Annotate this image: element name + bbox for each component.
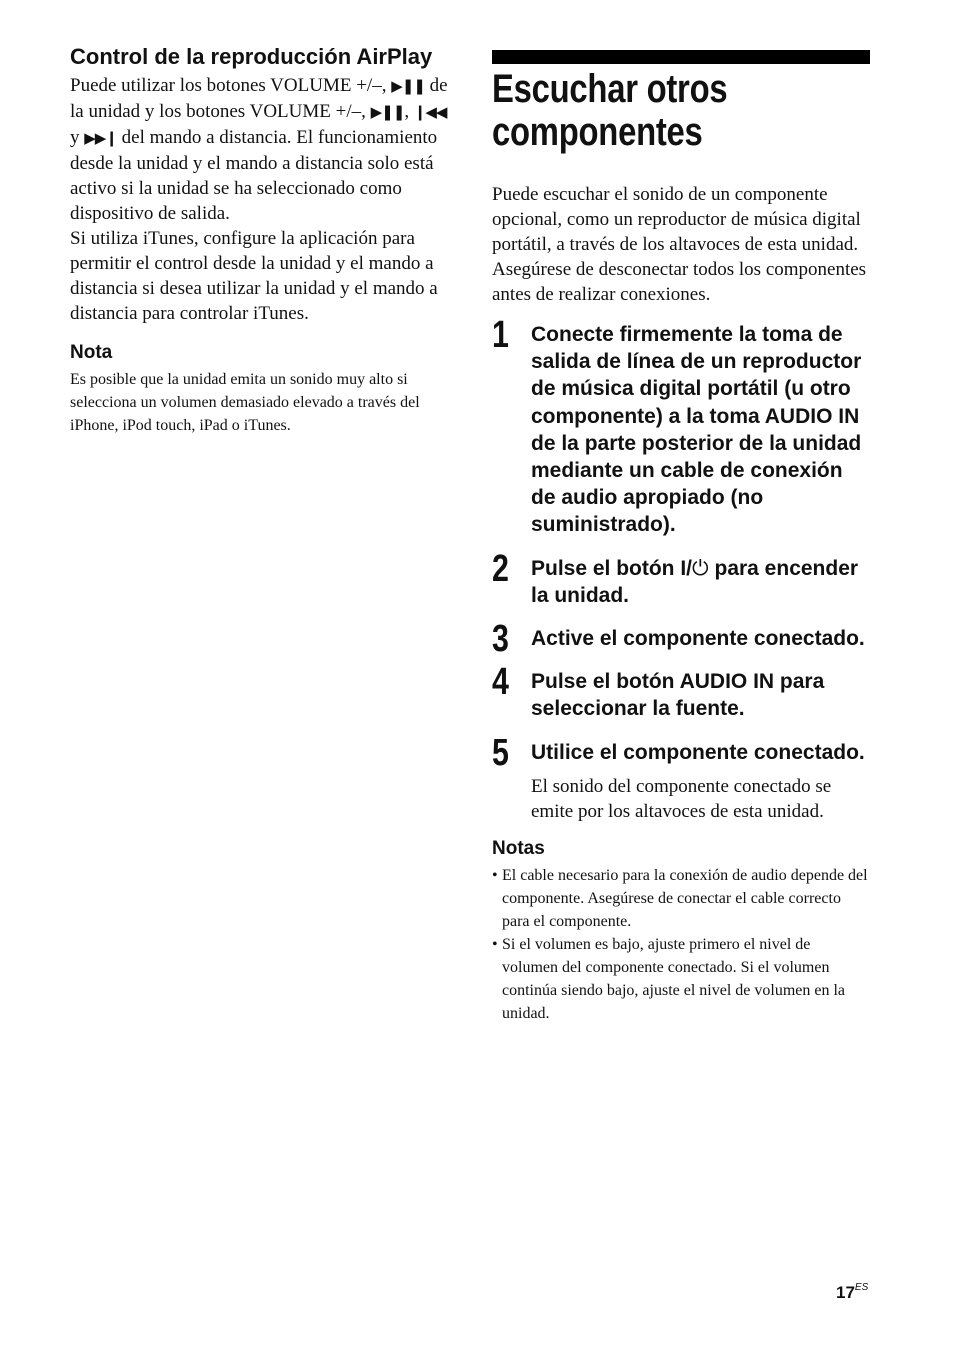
intro-paragraph: Puede escuchar el sonido de un componente opcional, como un reproductor de música digital portátil, a través de los altavoces de esta unidad. Asegúrese de desconectar todos los componentes antes de realizar conexiones. xyxy=(492,184,867,305)
step-instruction: Active el componente conectado. xyxy=(531,627,865,651)
text-fragment: del mando a distancia. El funcionamiento desde la unidad y el mando a distancia solo está activo si la unidad se ha seleccionado como dispositivo de salida. xyxy=(70,127,438,224)
airplay-paragraph-2: Si utiliza iTunes, configure la aplicación para permitir el control desde la unidad y el mando a distancia si desea utilizar la unidad y el mando a distancia para controlar iTunes. xyxy=(70,228,438,324)
title-rule xyxy=(492,50,870,64)
notes-heading: Notas xyxy=(492,837,545,859)
step-2 xyxy=(492,547,870,609)
previous-track-icon: ❙◀◀ xyxy=(413,103,447,121)
bullet-icon: • xyxy=(492,866,498,884)
step-5 xyxy=(492,731,870,824)
list-item xyxy=(492,864,870,933)
text-fragment: de la unidad y los botones VOLUME +/–, xyxy=(70,75,448,122)
list-item xyxy=(492,933,870,1025)
bullet-icon: • xyxy=(492,935,498,953)
text-fragment: Puede utilizar los botones VOLUME +/–, xyxy=(70,75,392,96)
left-column xyxy=(70,44,448,437)
text-fragment: Pulse el botón I/ xyxy=(531,556,693,580)
text-fragment: para encender la unidad. xyxy=(531,556,859,607)
step-instruction: Pulse el botón AUDIO IN para seleccionar la fuente. xyxy=(531,670,825,721)
step-instruction xyxy=(531,555,870,609)
step-number: 3 xyxy=(492,618,509,661)
right-column xyxy=(492,50,870,1025)
step-number: 1 xyxy=(492,314,509,356)
note-heading: Nota xyxy=(70,342,113,363)
step-instruction: Conecte firmemente la toma de salida de línea de un reproductor de música digital portátil (u otro componente) a la toma AUDIO IN de la parte posterior de la unidad mediante un cable de conexión de audio apropiado (no suministrado). xyxy=(531,323,862,537)
notes-list xyxy=(492,864,870,1025)
page-title: Escuchar otros componentes xyxy=(492,67,728,154)
step-instruction: Utilice el componente conectado. xyxy=(531,740,865,764)
page-number-suffix: ES xyxy=(854,1282,869,1293)
note-text: Es posible que la unidad emita un sonido muy alto si selecciona un volumen demasiado elevado a través del iPhone, iPod touch, iPad o iTunes. xyxy=(70,371,420,434)
play-pause-icon: ▶❚❚ xyxy=(370,103,405,121)
note-item-text: El cable necesario para la conexión de audio depende del componente. Asegúrese de conectar el cable correcto para el componente. xyxy=(502,866,868,930)
step-number: 5 xyxy=(492,731,509,774)
airplay-paragraph-1 xyxy=(70,73,448,226)
next-track-icon: ▶▶❙ xyxy=(84,129,117,147)
play-pause-icon: ▶❚❚ xyxy=(391,77,425,95)
power-icon: ⏻ xyxy=(692,555,709,580)
step-3 xyxy=(492,618,870,661)
step-number: 4 xyxy=(492,661,509,704)
page-number xyxy=(836,1282,868,1303)
note-item-text: Si el volumen es bajo, ajuste primero el nivel de volumen del componente conectado. Si el volumen continúa siendo bajo, ajuste el nivel de volumen en la unidad. xyxy=(502,935,846,1022)
page-number-value: 17 xyxy=(836,1283,855,1302)
text-fragment: y xyxy=(70,127,85,148)
step-detail: El sonido del componente conectado se emite por los altavoces de esta unidad. xyxy=(531,775,832,822)
step-1 xyxy=(492,314,870,539)
step-number: 2 xyxy=(492,547,509,590)
step-4 xyxy=(492,661,870,722)
text-fragment: , xyxy=(404,101,414,122)
section-subheading: Control de la reproducción AirPlay xyxy=(70,44,433,69)
